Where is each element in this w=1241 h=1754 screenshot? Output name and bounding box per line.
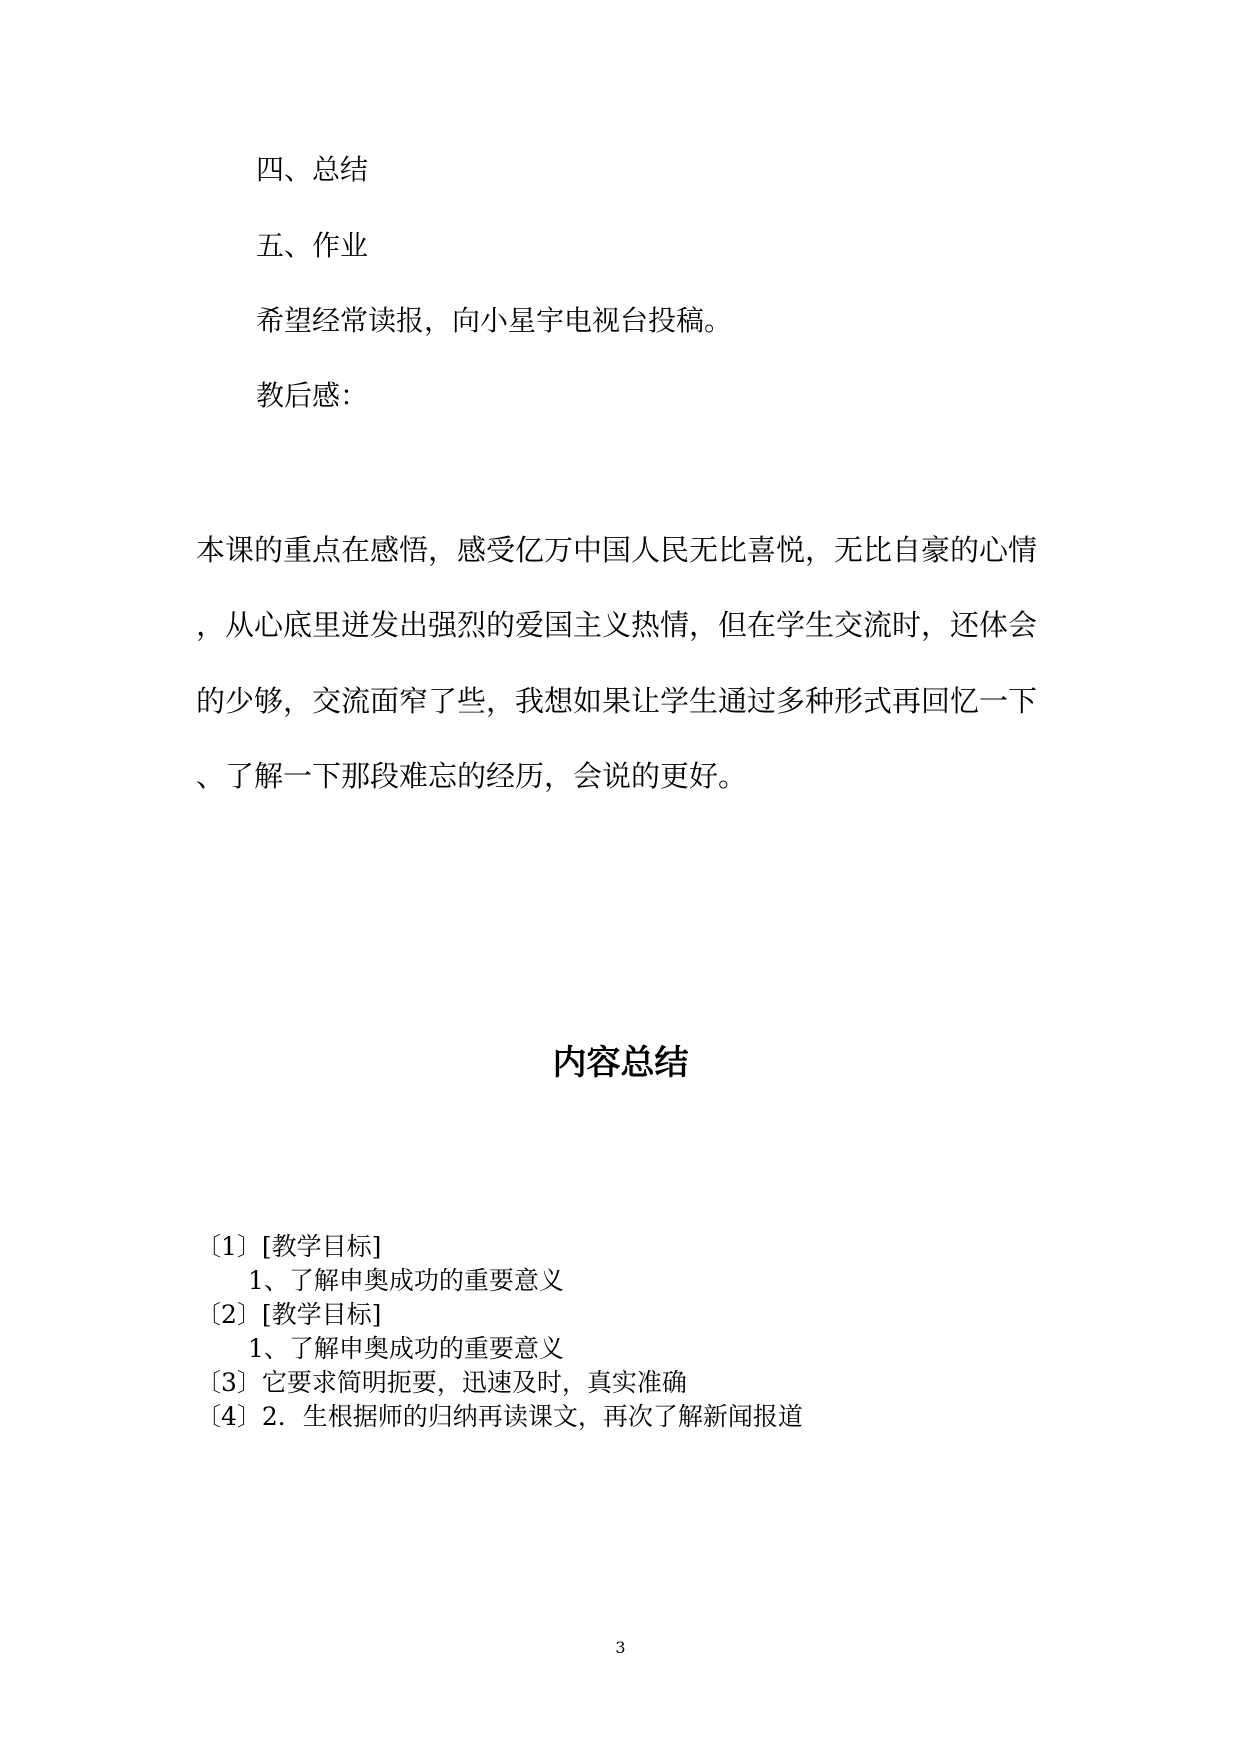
- summary-item-2-detail: 1、了解申奥成功的重要意义: [248, 1334, 564, 1363]
- summary-item-1: 〔1〕[教学目标]: [196, 1232, 382, 1261]
- reflection-heading: 教后感：: [256, 379, 369, 412]
- homework-text: 希望经常读报，向小星宇电视台投稿。: [256, 304, 733, 337]
- summary-item-2: 〔2〕[教学目标]: [196, 1300, 382, 1329]
- reflection-line-4: 、了解一下那段难忘的经历，会说的更好。: [196, 759, 748, 793]
- page-number: 3: [615, 1638, 626, 1657]
- reflection-line-2: ，从心底里迸发出强烈的爱国主义热情，但在学生交流时，还体会: [196, 608, 1038, 642]
- summary-item-1-detail: 1、了解申奥成功的重要意义: [248, 1266, 564, 1295]
- reflection-line-3: 的少够，交流面窄了些，我想如果让学生通过多种形式再回忆一下: [196, 684, 1038, 718]
- reflection-line-1: 本课的重点在感悟，感受亿万中国人民无比喜悦，无比自豪的心情: [196, 533, 1038, 567]
- summary-item-4: 〔4〕2．生根据师的归纳再读课文，再次了解新闻报道: [196, 1402, 803, 1431]
- summary-item-3: 〔3〕它要求简明扼要，迅速及时，真实准确: [196, 1368, 687, 1397]
- section-homework-heading: 五、作业: [256, 229, 369, 262]
- section-summary-heading: 四、总结: [256, 153, 369, 186]
- content-summary-title: 内容总结: [552, 1043, 689, 1083]
